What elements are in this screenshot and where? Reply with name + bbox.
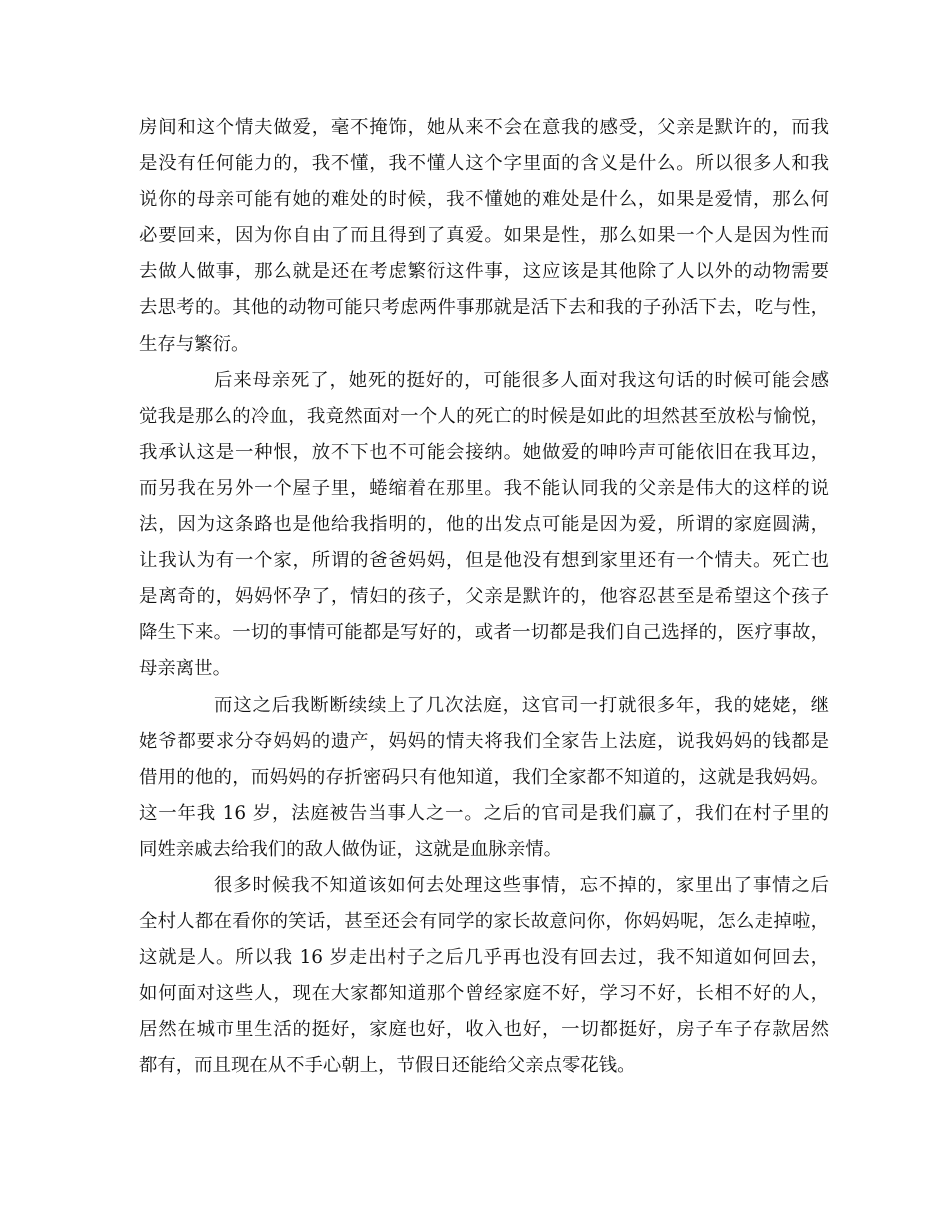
text-line: 必要回来，因为你自由了而且得到了真爱。如果是性，那么如果一个人是因为性而 (139, 225, 829, 247)
text-line: 姥爷都要求分夺妈妈的遗产，妈妈的情夫将我们全家告上法庭，说我妈妈的钱都是 (139, 730, 829, 752)
text-line: 全村人都在看你的笑话，甚至还会有同学的家长故意问你，你妈妈呢，怎么走掉啦， (139, 911, 829, 933)
text-line: 我承认这是一种恨，放不下也不可能会接纳。她做爱的呻吟声可能依旧在我耳边， (139, 441, 829, 463)
document-body (139, 110, 829, 1085)
text-line: 居然在城市里生活的挺好，家庭也好，收入也好，一切都挺好，房子车子存款居然 (139, 1019, 829, 1041)
text-line: 降生下来。一切的事情可能都是写好的，或者一切都是我们自己选择的，医疗事故， (139, 622, 829, 644)
text-line: 母亲离世。 (139, 658, 231, 680)
text-line: 让我认为有一个家，所谓的爸爸妈妈，但是他没有想到家里还有一个情夫。死亡也 (139, 550, 829, 572)
text-line: 这就是人。所以我 16 岁走出村子之后几乎再也没有回去过，我不知道如何回去， (139, 947, 829, 969)
text-line: 房间和这个情夫做爱，毫不掩饰，她从来不会在意我的感受，父亲是默许的，而我 (139, 117, 829, 138)
text-line: 是离奇的，妈妈怀孕了，情妇的孩子，父亲是默许的，他容忍甚至是希望这个孩子 (139, 586, 829, 608)
text-line: 这一年我 16 岁，法庭被告当事人之一。之后的官司是我们赢了，我们在村子里的 (139, 802, 829, 824)
text-line: 借用的他的，而妈妈的存折密码只有他知道，我们全家都不知道的，这就是我妈妈。 (139, 766, 829, 788)
text-line: 都有，而且现在从不手心朝上，节假日还能给父亲点零花钱。 (139, 1055, 636, 1077)
text-line: 去做人做事，那么就是还在考虑繁衍这件事，这应该是其他除了人以外的动物需要 (139, 261, 829, 283)
text-line: 生存与繁衍。 (139, 333, 250, 355)
text-line: 觉我是那么的冷血，我竟然面对一个人的死亡的时候是如此的坦然甚至放松与愉悦， (139, 405, 829, 427)
text-line: 而另我在另外一个屋子里，蜷缩着在那里。我不能认同我的父亲是伟大的这样的说 (139, 477, 829, 499)
text-line: 去思考的。其他的动物可能只考虑两件事那就是活下去和我的子孙活下去，吃与性， (139, 297, 829, 319)
text-line: 而这之后我断断续续上了几次法庭，这官司一打就很多年，我的姥姥，继 (214, 694, 829, 716)
text-line: 同姓亲戚去给我们的敌人做伪证，这就是血脉亲情。 (139, 838, 562, 860)
text-line: 后来母亲死了，她死的挺好的，可能很多人面对我这句话的时候可能会感 (214, 369, 829, 391)
text-line: 如何面对这些人，现在大家都知道那个曾经家庭不好，学习不好，长相不好的人， (139, 983, 829, 1005)
text-line: 是没有任何能力的，我不懂，我不懂人这个字里面的含义是什么。所以很多人和我 (139, 153, 829, 175)
text-line: 很多时候我不知道该如何去处理这些事情，忘不掉的，家里出了事情之后 (214, 874, 829, 896)
text-line: 法，因为这条路也是他给我指明的，他的出发点可能是因为爱，所谓的家庭圆满， (139, 514, 829, 536)
text-line: 说你的母亲可能有她的难处的时候，我不懂她的难处是什么，如果是爱情，那么何 (139, 189, 829, 211)
